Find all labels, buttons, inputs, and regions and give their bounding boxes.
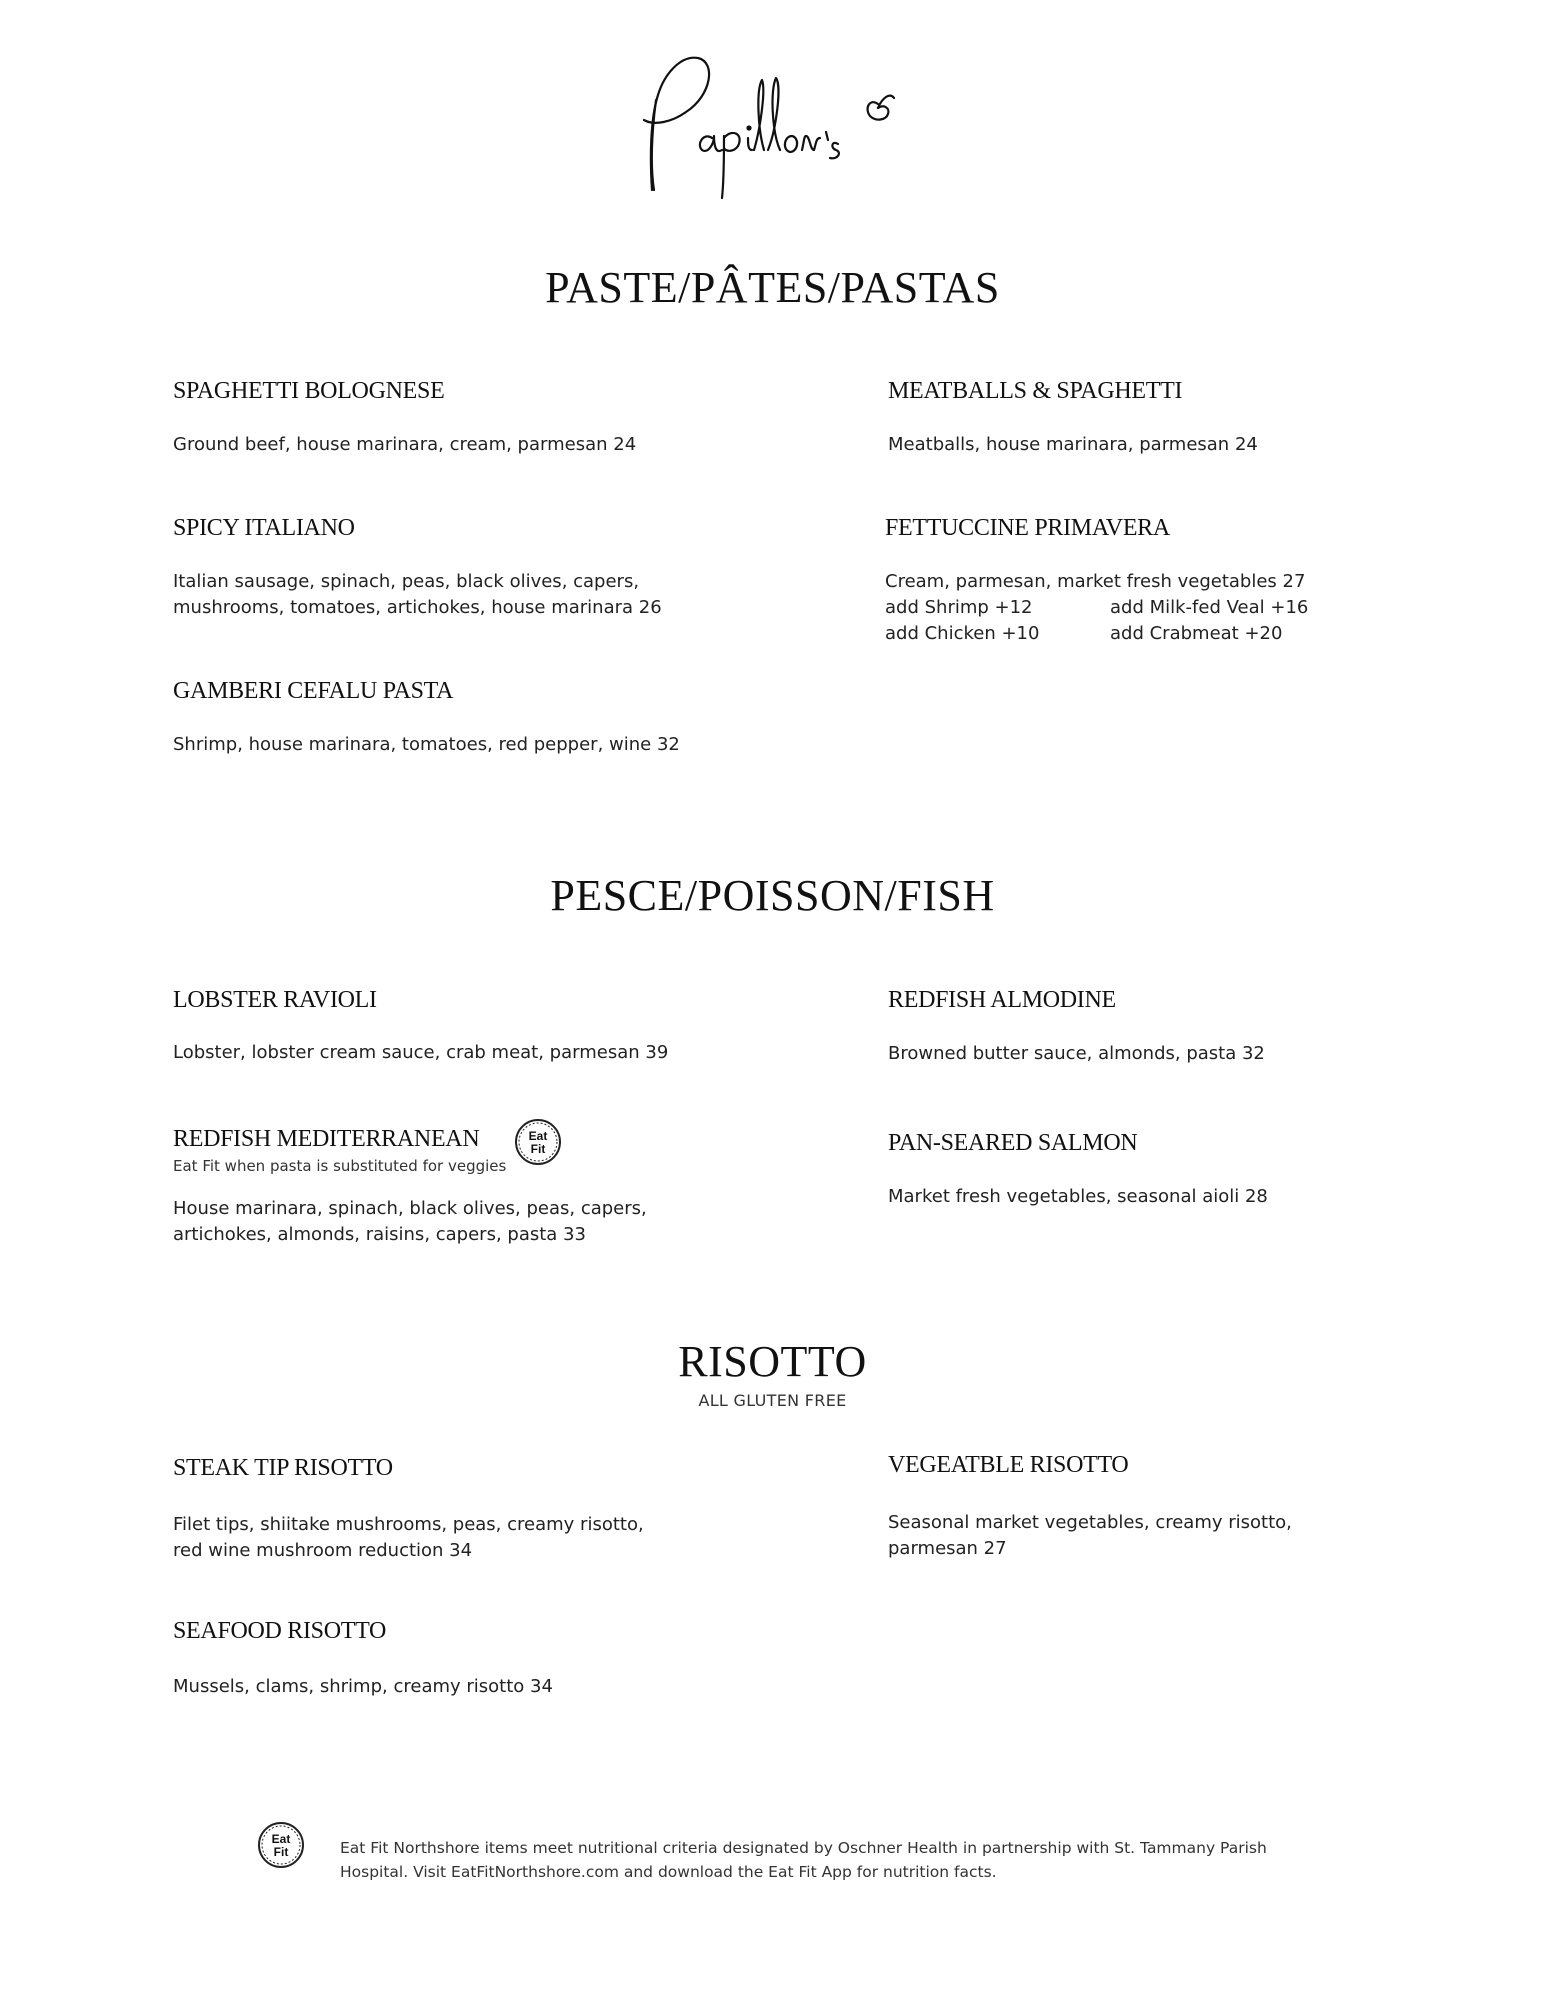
footer-note <box>340 1836 1340 1884</box>
item-desc <box>885 569 1305 595</box>
item-name: SPAGHETTI BOLOGNESE <box>173 378 445 404</box>
item-desc <box>173 1674 553 1700</box>
footer-line: Eat Fit Northshore items meet nutritional criteria designated by Oschner Health in partnership with St. Tammany Parish <box>340 1839 1267 1857</box>
addon-item: add Shrimp +12 <box>885 597 1033 618</box>
footer-line: Hospital. Visit EatFitNorthshore.com and download the Eat Fit App for nutrition facts. <box>340 1863 997 1881</box>
item-desc <box>173 1040 668 1066</box>
item-desc <box>888 432 1258 458</box>
badge-line1: Eat <box>271 1832 291 1846</box>
addon-item: add Milk-fed Veal +16 <box>1110 597 1309 618</box>
eat-fit-footer-icon <box>256 1820 306 1870</box>
section-title-risotto: RISOTTO <box>678 1337 867 1386</box>
desc-line: artichokes, almonds, raisins, capers, pasta 33 <box>173 1224 586 1245</box>
item-desc <box>173 732 680 758</box>
item-desc <box>888 1510 1292 1562</box>
desc-line: Mussels, clams, shrimp, creamy risotto 34 <box>173 1676 553 1697</box>
desc-line: mushrooms, tomatoes, artichokes, house marinara 26 <box>173 597 662 618</box>
item-desc <box>173 1196 647 1248</box>
item-desc <box>173 1512 644 1564</box>
desc-line: Seasonal market vegetables, creamy risotto, <box>888 1512 1292 1533</box>
desc-line: Lobster, lobster cream sauce, crab meat, parmesan 39 <box>173 1042 669 1063</box>
section-subtitle: ALL GLUTEN FREE <box>698 1391 847 1410</box>
badge-line2: Fit <box>273 1845 289 1859</box>
desc-line: Italian sausage, spinach, peas, black olives, capers, <box>173 571 640 592</box>
item-desc <box>173 432 636 458</box>
item-name: FETTUCCINE PRIMAVERA <box>885 515 1170 541</box>
desc-line: Market fresh vegetables, seasonal aioli 28 <box>888 1186 1268 1207</box>
desc-line: Meatballs, house marinara, parmesan 24 <box>888 434 1258 455</box>
badge-line1: Eat <box>528 1129 548 1143</box>
item-name: LOBSTER RAVIOLI <box>173 987 377 1013</box>
section-title-pastas: PASTE/PÂTES/PASTAS <box>545 263 1000 312</box>
item-desc <box>888 1184 1268 1210</box>
item-desc <box>173 569 662 621</box>
item-name: REDFISH ALMODINE <box>888 987 1116 1013</box>
desc-line: Filet tips, shiitake mushrooms, peas, creamy risotto, <box>173 1514 644 1535</box>
item-name: SEAFOOD RISOTTO <box>173 1618 387 1644</box>
badge-line2: Fit <box>530 1142 546 1156</box>
eat-fit-note: Eat Fit when pasta is substituted for veggies <box>173 1157 507 1175</box>
desc-line: Cream, parmesan, market fresh vegetables 27 <box>885 571 1306 592</box>
desc-line: Browned butter sauce, almonds, pasta 32 <box>888 1043 1265 1064</box>
item-name: STEAK TIP RISOTTO <box>173 1455 393 1481</box>
papillons-logo <box>620 40 920 210</box>
desc-line: Ground beef, house marinara, cream, parmesan 24 <box>173 434 637 455</box>
item-name: GAMBERI CEFALU PASTA <box>173 678 454 704</box>
desc-line: parmesan 27 <box>888 1538 1007 1559</box>
item-name: MEATBALLS & SPAGHETTI <box>888 378 1183 404</box>
section-title-fish: PESCE/POISSON/FISH <box>550 871 995 920</box>
desc-line: House marinara, spinach, black olives, peas, capers, <box>173 1198 647 1219</box>
desc-line: red wine mushroom reduction 34 <box>173 1540 473 1561</box>
addon-item: add Crabmeat +20 <box>1110 623 1283 644</box>
addon-list <box>885 595 1330 647</box>
item-name: PAN-SEARED SALMON <box>888 1130 1138 1156</box>
item-name: SPICY ITALIANO <box>173 515 355 541</box>
item-name: VEGEATBLE RISOTTO <box>888 1452 1129 1478</box>
addon-item: add Chicken +10 <box>885 623 1040 644</box>
desc-line: Shrimp, house marinara, tomatoes, red pepper, wine 32 <box>173 734 680 755</box>
item-name: REDFISH MEDITERRANEAN <box>173 1126 480 1152</box>
eat-fit-badge-icon <box>513 1117 563 1167</box>
item-desc <box>888 1041 1265 1067</box>
